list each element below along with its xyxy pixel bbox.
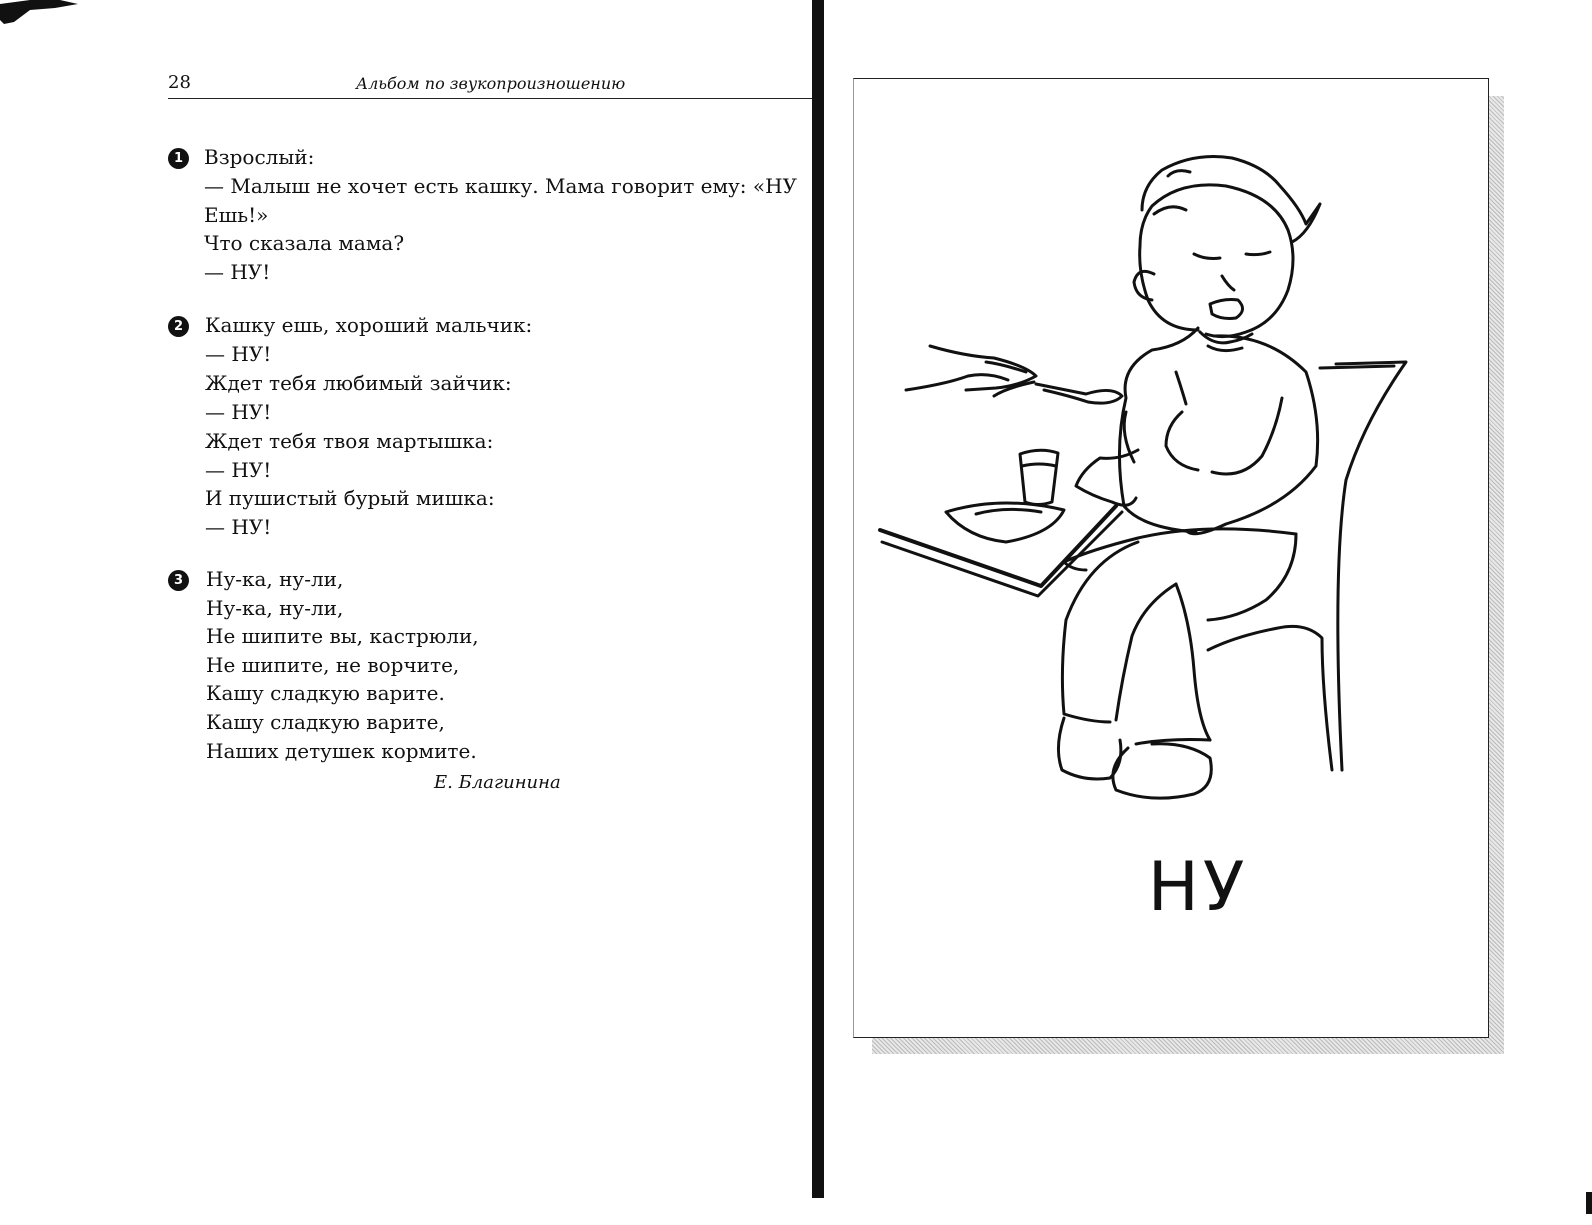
poem-author: Е. Благинина bbox=[434, 772, 561, 793]
text-line: Ну-ка, ну-ли, bbox=[206, 567, 344, 591]
exercise-2 bbox=[168, 311, 668, 546]
running-title: Альбом по звукопроизношению bbox=[356, 74, 626, 93]
card-syllable: НУ bbox=[1147, 848, 1249, 927]
text-line: Кашу сладкую варите, bbox=[206, 710, 445, 734]
number-marker: 1 bbox=[168, 148, 189, 169]
scan-corner-mark bbox=[0, 0, 80, 24]
text-line: Ну-ка, ну-ли, bbox=[206, 596, 344, 620]
scan-edge-mark bbox=[1586, 1192, 1592, 1214]
text-line: — НУ! bbox=[205, 515, 272, 539]
text-line: — НУ! bbox=[204, 260, 271, 284]
number-marker: 3 bbox=[168, 570, 189, 591]
text-line: Ждет тебя твоя мартышка: bbox=[205, 429, 494, 453]
exercise-1 bbox=[168, 143, 818, 293]
text-line: Не шипите вы, кастрюли, bbox=[206, 624, 479, 648]
text-line: Кашку ешь, хороший мальчик: bbox=[205, 313, 533, 337]
text-line: — Малыш не хочет есть кашку. Мама говорит ему: «НУ bbox=[204, 174, 798, 198]
text-line: Наших детушек кормите. bbox=[206, 739, 477, 763]
text-line: Взрослый: bbox=[204, 145, 315, 169]
text-line: — НУ! bbox=[205, 400, 272, 424]
text-line: — НУ! bbox=[205, 458, 272, 482]
number-marker: 2 bbox=[168, 316, 189, 337]
text-line: Кашу сладкую варите. bbox=[206, 681, 445, 705]
text-line: Ждет тебя любимый зайчик: bbox=[205, 371, 512, 395]
child-refusing-spoon-illustration bbox=[876, 150, 1416, 830]
text-line: Не шипите, не ворчите, bbox=[206, 653, 460, 677]
page-number: 28 bbox=[168, 72, 191, 93]
text-line: И пушистый бурый мишка: bbox=[205, 486, 495, 510]
text-line: Ешь!» bbox=[204, 203, 269, 227]
exercise-3 bbox=[168, 565, 618, 770]
text-line: — НУ! bbox=[205, 342, 272, 366]
text-line: Что сказала мама? bbox=[204, 231, 405, 255]
running-head bbox=[168, 72, 812, 99]
